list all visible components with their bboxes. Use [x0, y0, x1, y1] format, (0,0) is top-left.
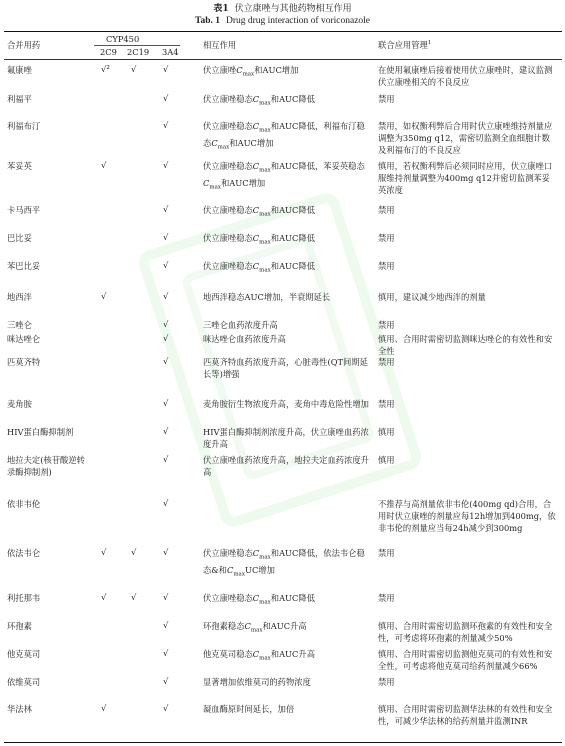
management-cell: 慎用、合用时需密切监测咪达唑仑的有效性和安全性	[378, 334, 553, 356]
management-cell: 禁用	[378, 205, 395, 215]
management-cell: 禁用	[378, 399, 395, 409]
table-top-rule	[4, 31, 562, 32]
management-cell: 禁用	[378, 320, 395, 330]
effect-cell: 咪达唑仑血药浓度升高	[203, 334, 286, 344]
management-cell: 慎用，若权衡利弊后必须同时应用，伏立康唑口服维持剂量调整为400mg q12并密切监测苯妥英浓度	[378, 161, 553, 195]
footnote-sup: 2	[106, 65, 110, 71]
cyp3a4-cell: √	[163, 621, 169, 631]
cyp3a4-cell: √	[163, 455, 169, 465]
effect-cell: 麦角胺衍生物浓度升高，麦角中毒危险性增加	[203, 399, 369, 409]
cyp3a4-cell: √	[163, 205, 169, 215]
management-cell: 禁用	[378, 593, 395, 603]
management-cell: 禁用	[378, 677, 395, 687]
effect-cell: 三唑仑血药浓度升高	[203, 320, 278, 330]
drug-name-cell: HIV蛋白酶抑制剂	[7, 427, 74, 437]
drug-name-cell: 巴比妥	[7, 233, 32, 243]
effect-cell: 伏立康唑稳态$C_{max}$和AUC降低	[203, 205, 315, 218]
management-cell: 禁用	[378, 94, 395, 104]
effect-cell: 地西泮稳态AUC增加，半衰期延长	[203, 292, 331, 302]
drug-name-cell: 利福平	[7, 94, 32, 104]
cyp3a4-cell: √	[163, 261, 169, 271]
cyp2c9-cell: √	[101, 593, 107, 603]
drug-name-cell: 麦角胺	[7, 399, 32, 409]
cyp3a4-cell: √	[163, 357, 169, 367]
cyp2c9-cell: √	[101, 548, 107, 558]
cyp3a4-cell: √	[163, 548, 169, 558]
drug-name-cell: 依非韦伦	[7, 499, 41, 509]
management-cell: 慎用，建议减少地西泮的剂量	[378, 292, 486, 302]
header-management-text: 联合应用管理	[378, 40, 428, 50]
header-2c19: 2C19	[127, 47, 150, 57]
drug-name-cell: 三唑仑	[7, 320, 32, 330]
management-cell: 慎用、合用时需密切监测华法林的有效性和安全性，可减少华法林的给药剂量并监测INR	[378, 704, 553, 726]
cyp2c19-cell: √	[131, 65, 137, 75]
cyp2c9-cell: √	[101, 161, 107, 171]
management-cell: 禁用	[378, 548, 395, 558]
effect-cell: 伏立康唑稳态$C_{max}$和AUC降低，利福布汀稳态$C_{max}$和AUC增加	[203, 121, 365, 151]
management-cell: 慎用、合用时需密切监测他克莫司的有效性和安全性，可考虑将他克莫司给药剂量减少66%	[378, 649, 553, 671]
drug-name-cell: 苯巴比妥	[7, 261, 41, 271]
header-management	[378, 40, 431, 50]
cyp3a4-cell: √	[163, 121, 169, 131]
cyp3a4-cell: √	[163, 233, 169, 243]
effect-cell: 环孢素稳态$C_{max}$和AUC升高	[203, 621, 307, 634]
cyp3a4-cell: √	[163, 704, 169, 714]
drug-name-cell: 利福布汀	[7, 121, 41, 131]
header-cyp450: CYP450	[106, 34, 140, 44]
management-cell: 不推荐与高剂量依非韦伦(400mg qd)合用，合用时伏立康唑的剂量应每12h增加到400mg，依非韦伦的剂量应当每24h减少到300mg	[378, 499, 556, 533]
header-drug: 合并用药	[7, 40, 41, 50]
cyp3a4-cell: √	[163, 427, 169, 437]
effect-cell: 显著增加依维莫司的药物浓度	[203, 677, 311, 687]
cyp3a4-cell: √	[163, 649, 169, 659]
management-cell: 禁用，如权衡利弊后合用时伏立康唑维持剂量应调整为350mg q12，需密切监测全血细胞计数及利福布汀的不良反应	[378, 121, 553, 155]
drug-name-cell: 苯妥英	[7, 161, 32, 171]
effect-cell: 伏立康唑稳态$C_{max}$和AUC降低	[203, 94, 315, 107]
effect-cell: 伏立康唑稳态$C_{max}$和AUC降低，苯妥英稳态$C_{max}$和AUC增加	[203, 161, 365, 191]
header-2c9: 2C9	[100, 47, 117, 57]
cyp2c19-cell: √	[131, 593, 137, 603]
drug-name-cell: 依维莫司	[7, 677, 41, 687]
cyp3a4-cell: √	[163, 94, 169, 104]
cyp3a4-cell: √	[163, 593, 169, 603]
cyp2c9-cell: √	[101, 292, 107, 302]
table-header-rule	[4, 59, 562, 60]
cyp2c9-cell: √$^2$	[101, 65, 110, 75]
header-cyp-rule	[94, 45, 180, 46]
table-title-en-text: Drug drug interaction of voriconazole	[225, 16, 371, 26]
management-cell: 慎用	[378, 455, 395, 465]
management-cell: 慎用	[378, 427, 395, 437]
drug-name-cell: 卡马西平	[7, 205, 41, 215]
table-label-cn: 表1	[213, 4, 229, 14]
effect-cell: HIV蛋白酶抑制剂浓度升高，伏立康唑血药浓度升高	[203, 427, 369, 449]
effect-cell: 凝血酶原时间延长，加倍	[203, 704, 295, 714]
cyp3a4-cell: √	[163, 499, 169, 509]
drug-name-cell: 地拉夫定(核苷酸逆转录酶抑制剂)	[7, 455, 85, 477]
effect-cell: 伏立康唑$C_{max}$和AUC增加	[203, 65, 299, 78]
drug-name-cell: 环孢素	[7, 621, 32, 631]
management-cell: 在使用氟康唑后接着使用伏立康唑时，建议监测伏立康唑相关的不良反应	[378, 65, 553, 87]
drug-name-cell: 咪达唑仑	[7, 334, 41, 344]
effect-cell: 伏立康唑稳态$C_{max}$和AUC降低，依法韦仑稳态&和$C_{max}UC$增加	[203, 548, 365, 578]
effect-cell: 伏立康唑稳态$C_{max}$和AUC降低	[203, 233, 315, 246]
management-cell: 禁用	[378, 233, 395, 243]
drug-name-cell: 依法韦仑	[7, 548, 41, 558]
effect-cell: 伏立康唑稳态$C_{max}$和AUC降低	[203, 261, 315, 274]
management-cell: 禁用	[378, 357, 395, 367]
drug-name-cell: 他克莫司	[7, 649, 41, 659]
management-cell: 慎用、合用时需密切监测环孢素的有效性和安全性，可考虑将环孢素的剂量减少50%	[378, 621, 553, 643]
drug-name-cell: 地西泮	[7, 292, 32, 302]
header-management-sup: 1	[427, 40, 432, 46]
header-3a4: 3A4	[162, 47, 179, 57]
cyp3a4-cell: √	[163, 399, 169, 409]
cyp3a4-cell: √	[163, 320, 169, 330]
drug-name-cell: 华法林	[7, 704, 32, 714]
cyp3a4-cell: √	[163, 334, 169, 344]
drug-name-cell: 利托那韦	[7, 593, 41, 603]
drug-name-cell: 匹莫齐特	[7, 357, 41, 367]
cyp3a4-cell: √	[163, 292, 169, 302]
table-title-cn-text: 伏立康唑与其他药物相互作用	[234, 4, 352, 14]
table-title-en	[0, 16, 565, 27]
effect-cell: 伏立康唑稳态$C_{max}$和AUC降低	[203, 593, 315, 606]
table-title-cn	[0, 4, 565, 15]
cyp2c19-cell: √	[131, 548, 137, 558]
effect-cell: 匹莫齐特血药浓度升高，心脏毒性(QT间期延长等)增强	[203, 357, 368, 379]
header-effect: 相互作用	[203, 40, 237, 50]
cyp3a4-cell: √	[163, 65, 169, 75]
cyp3a4-cell: √	[163, 161, 169, 171]
drug-name-cell: 氟康唑	[7, 65, 32, 75]
table-label-en: Tab. 1	[194, 16, 220, 26]
effect-cell: 他克莫司稳态$C_{max}$和AUC升高	[203, 649, 315, 662]
table-bottom-rule	[4, 742, 562, 743]
effect-cell: 伏立康唑血药浓度升高，地拉夫定血药浓度升高	[203, 455, 369, 477]
cyp2c9-cell: √	[101, 704, 107, 714]
cyp3a4-cell: √	[163, 677, 169, 687]
management-cell: 禁用	[378, 261, 395, 271]
